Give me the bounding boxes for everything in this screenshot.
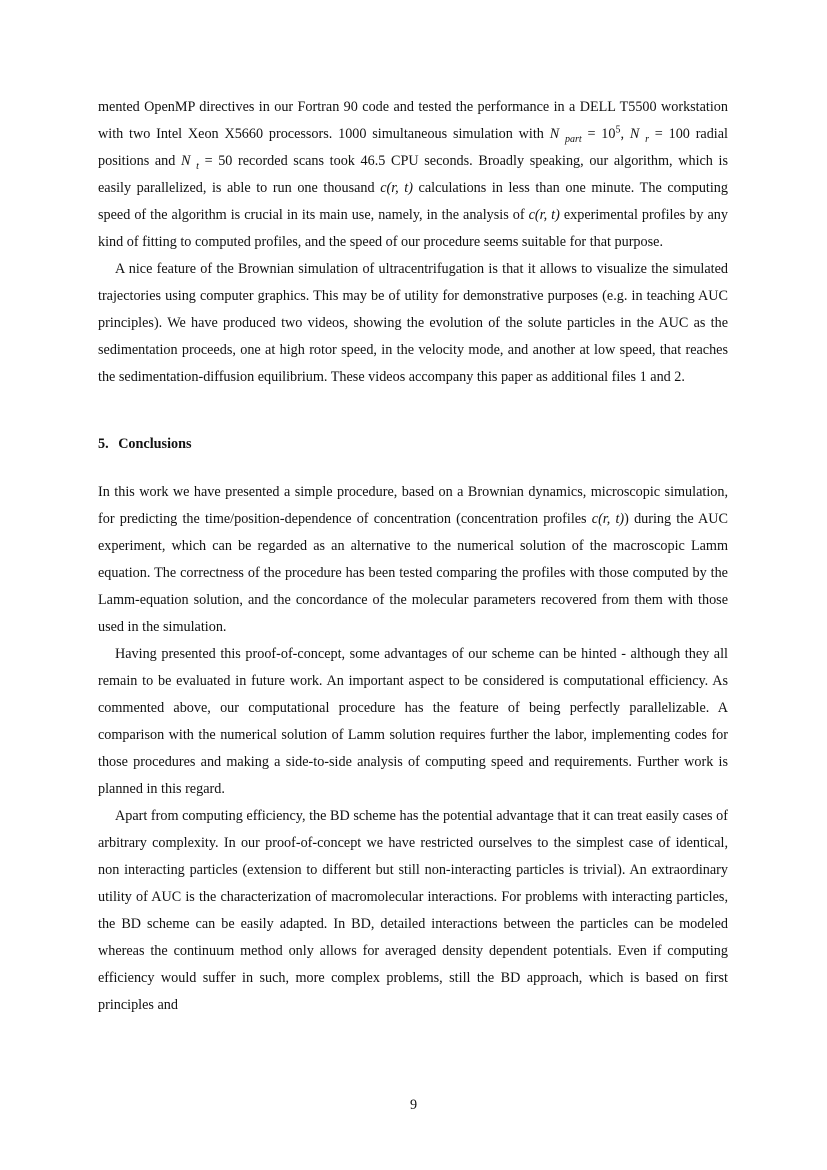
paragraph-performance — [98, 94, 728, 256]
paragraph-complexity: Apart from computing efficiency, the BD scheme has the potential advantage that it can treat easily cases of arbitrary complexity. In our proof-of-concept we have restricted ourselves to the simplest case of identical, non interacting particles (extension to different but still non-interacting particles is trivial). An extraordinary utility of AUC is the characterization of macromolecular interactions. For problems with interacting particles, the BD scheme can be easily adapted. In BD, detailed interactions between the particles can be modeled whereas the continuum method only allows for averaged density dependent potentials. Even if computing efficiency would suffer in such, more complex problems, still the BD approach, which is based on first principles and — [98, 808, 728, 1013]
math-expression: c(r, t) — [591, 511, 625, 527]
text-run: calculations in less than one minute. The computing speed of the algorithm is crucial in its main use, namely, in the analysis of — [98, 180, 728, 223]
math-superscript: 5 — [615, 124, 621, 136]
text-run: = 50 recorded scans took 46.5 CPU seconds. Broadly speaking, our algorithm, which is easily parallelized, is able to run one thousand — [98, 153, 729, 196]
math-expression: c(r, t) — [528, 207, 560, 223]
text-run: , — [620, 126, 630, 142]
section-title: Conclusions — [118, 436, 192, 452]
section-heading — [98, 431, 728, 458]
paragraph-advantages: Having presented this proof-of-concept, some advantages of our scheme can be hinted - although they all remain to be evaluated in future work. An important aspect to be considered is computational efficiency. As commented above, our computational procedure has the feature of being perfectly parallelizable. A comparison with the numerical solution of Lamm solution requires further the labor, implementing codes for those procedures and making a side-to-side analysis of computing speed and requirements. Further work is planned in this regard. — [98, 646, 728, 797]
math-subscript: t — [196, 160, 199, 172]
paragraph-visualization: A nice feature of the Brownian simulation of ultracentrifugation is that it allows to visualize the simulated trajectories using computer graphics. This may be of utility for demonstrative purposes (e.g. in teaching AUC principles). We have produced two videos, showing the evolution of the solute particles in the AUC as the sedimentation proceeds, one at high rotor speed, in the velocity mode, and another at low speed, that reaches the sedimentation-diffusion equilibrium. These videos accompany this paper as additional files 1 and 2. — [98, 261, 728, 385]
math-subscript: r — [645, 133, 649, 145]
page-number: 9 — [409, 1097, 418, 1113]
text-run: mented OpenMP directives in our Fortran 90 code and tested the performance in a DELL T5500 workstation with two Intel Xeon X5660 processors. 1000 simultaneous simulation with — [98, 99, 728, 142]
text-run: In this work we have presented a simple procedure, based on a Brownian dynamics, microscopic simulation, for predicting the time/position-dependence of concentration (concentration profiles — [98, 484, 728, 527]
math-expression: c(r, t) — [380, 180, 413, 196]
paragraph-conclusions-summary — [98, 479, 728, 641]
text-run: = 10 — [581, 126, 616, 142]
math-symbol: N — [181, 153, 191, 169]
text-run: experimental profiles by any kind of fitting to computed profiles, and the speed of our procedure seems suitable for that purpose. — [98, 207, 728, 250]
math-subscript: part — [564, 133, 582, 145]
math-symbol: N — [629, 126, 640, 142]
text-run: = 100 radial positions and — [98, 126, 728, 169]
section-number: 5. — [98, 436, 109, 452]
text-run: ) during the AUC experiment, which can be regarded as an alternative to the numerical solution of the macroscopic Lamm equation. The correctness of the procedure has been tested comparing the profiles with those computed by the Lamm-equation solution, and the concordance of the molecular parameters recovered from them with those used in the simulation. — [98, 511, 728, 635]
math-symbol: N — [549, 126, 560, 142]
page-body — [98, 94, 728, 1019]
